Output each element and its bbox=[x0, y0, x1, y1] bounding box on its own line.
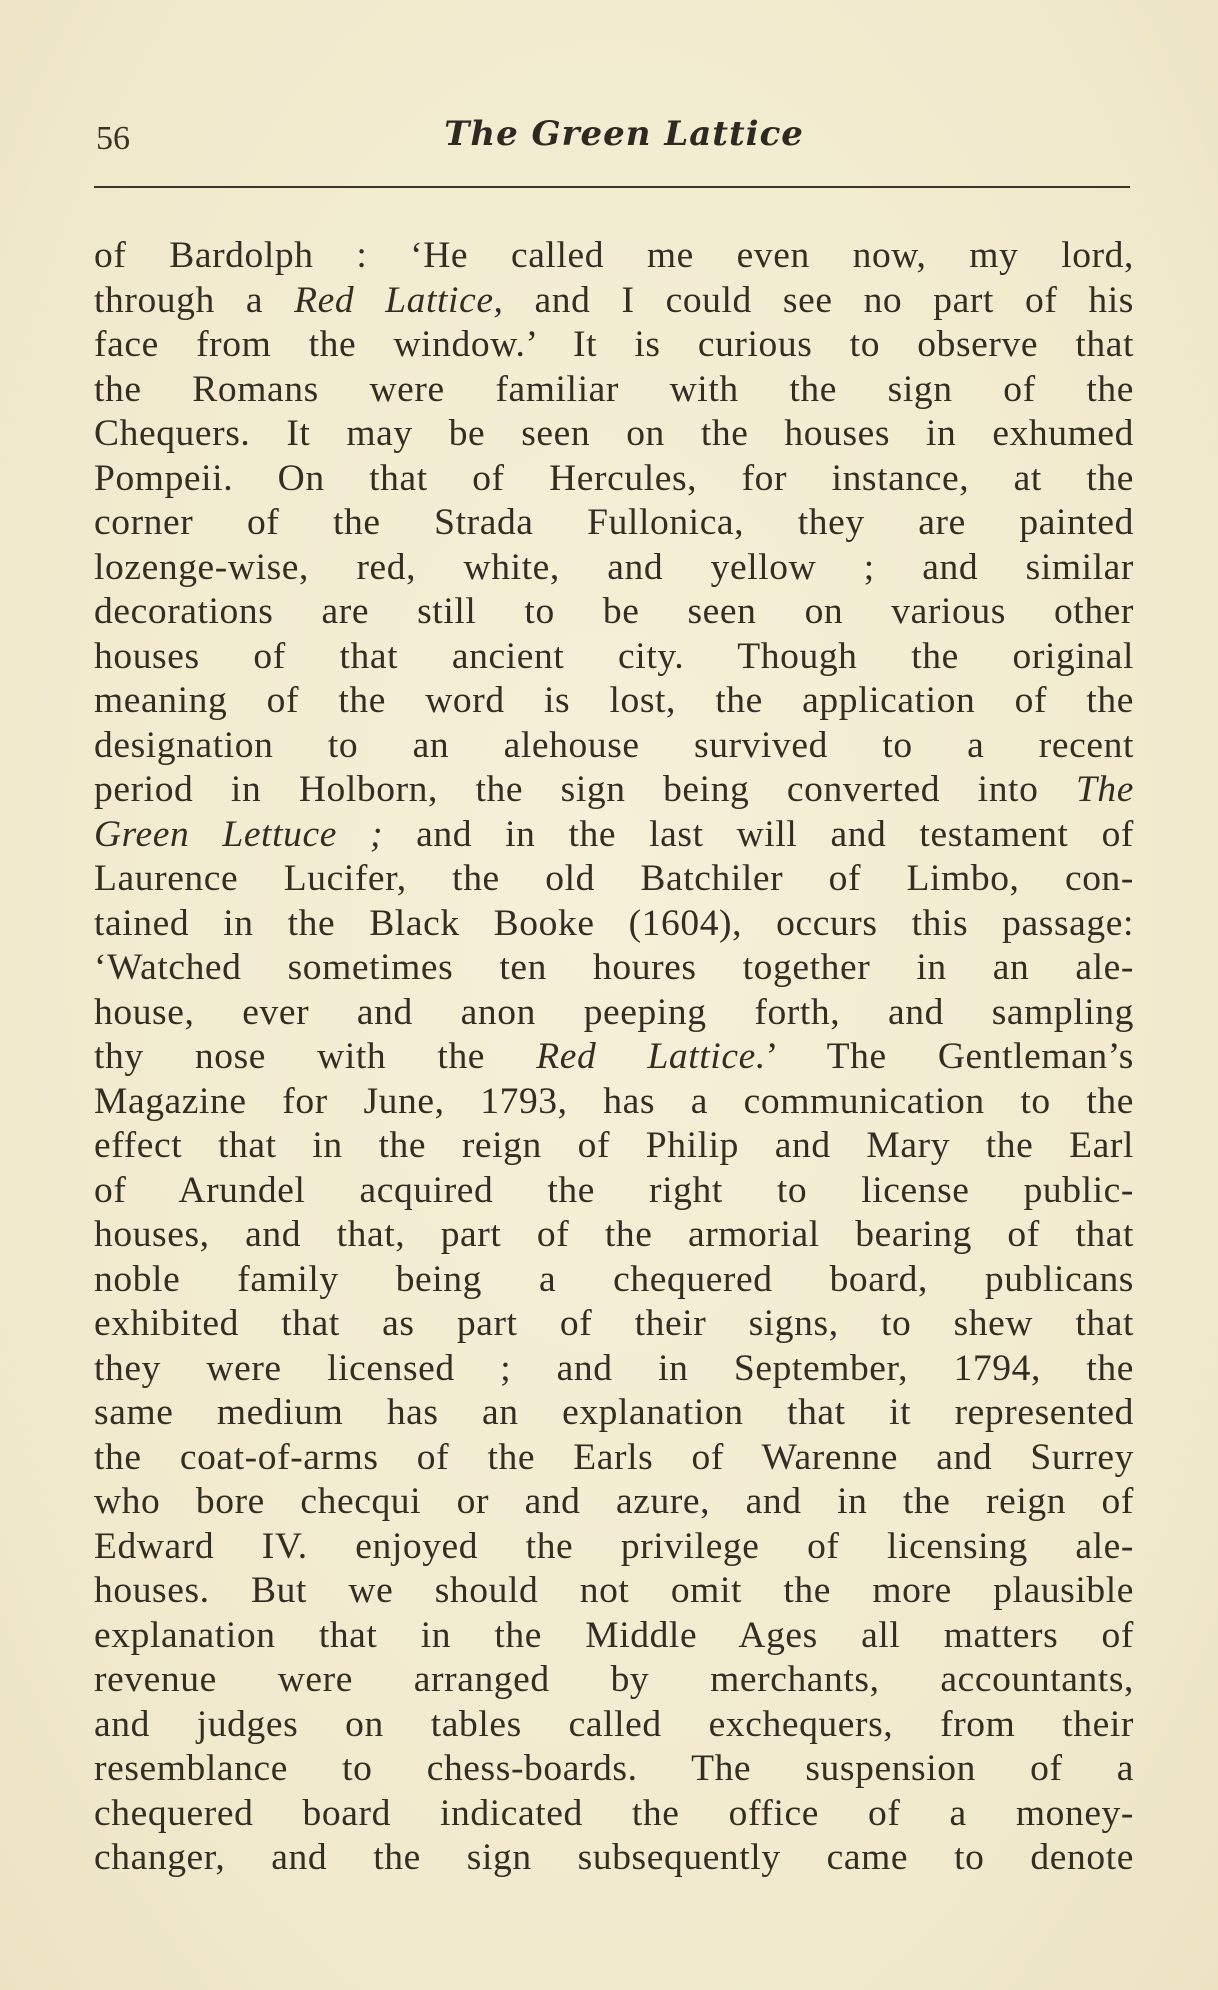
text-segment: Pompeii. On that of Hercules, for instance, at the bbox=[94, 457, 1134, 499]
text-segment: ’ The Gentleman’s bbox=[765, 1036, 1134, 1077]
text-segment: resemblance to chess-boards. The suspension of a bbox=[94, 1748, 1134, 1789]
text-segment: and judges on tables called exchequers, from their bbox=[94, 1703, 1134, 1745]
text-segment: of Arundel acquired the right to license public- bbox=[94, 1169, 1134, 1211]
text-line bbox=[94, 1658, 1134, 1703]
text-segment: Magazine for June, 1793, has a communication to the bbox=[94, 1080, 1134, 1122]
text-segment: and in the last will and testament of bbox=[383, 813, 1135, 855]
text-line bbox=[94, 1080, 1134, 1125]
text-line bbox=[94, 546, 1134, 591]
text-segment: the Romans were familiar with the sign of the bbox=[94, 368, 1134, 410]
text-segment: revenue were arranged by merchants, accountants, bbox=[94, 1659, 1134, 1700]
text-line bbox=[94, 991, 1134, 1036]
italic-segment: Red Lattice. bbox=[536, 1036, 766, 1077]
text-line bbox=[94, 768, 1134, 813]
text-line bbox=[94, 1525, 1134, 1570]
text-segment: noble family being a chequered board, publicans bbox=[94, 1258, 1134, 1300]
text-line bbox=[94, 813, 1134, 858]
text-segment: Chequers. It may be seen on the houses in exhumed bbox=[94, 413, 1134, 454]
text-line bbox=[94, 724, 1134, 769]
body-text bbox=[94, 234, 1134, 1881]
text-segment: who bore checqui or and azure, and in the reign of bbox=[94, 1481, 1134, 1522]
text-line bbox=[94, 679, 1134, 724]
text-line bbox=[94, 857, 1134, 902]
running-title: The Green Lattice bbox=[444, 114, 804, 154]
text-line bbox=[94, 1569, 1134, 1614]
text-line bbox=[94, 457, 1134, 502]
text-line bbox=[94, 1169, 1134, 1214]
text-segment: house, ever and anon peeping forth, and sampling bbox=[94, 991, 1134, 1033]
text-line bbox=[94, 1703, 1134, 1748]
text-line bbox=[94, 1347, 1134, 1392]
text-line bbox=[94, 1747, 1134, 1792]
text-segment: corner of the Strada Fullonica, they are painted bbox=[94, 502, 1134, 543]
text-line bbox=[94, 902, 1134, 947]
text-segment: the coat-of-arms of the Earls of Warenne and Surrey bbox=[94, 1436, 1134, 1478]
text-line bbox=[94, 1480, 1134, 1525]
text-line bbox=[94, 1836, 1134, 1881]
text-line bbox=[94, 234, 1134, 279]
italic-segment: Green Lettuce ; bbox=[94, 813, 384, 855]
text-segment: ‘Watched sometimes ten houres together in an ale- bbox=[94, 947, 1134, 988]
text-line bbox=[94, 279, 1134, 324]
text-segment: same medium has an explanation that it represented bbox=[94, 1392, 1134, 1433]
text-line bbox=[94, 1391, 1134, 1436]
text-segment: Edward IV. enjoyed the privilege of licensing ale- bbox=[94, 1525, 1134, 1567]
page-number: 56 bbox=[96, 120, 130, 157]
text-segment: effect that in the reign of Philip and Mary the Earl bbox=[94, 1125, 1134, 1166]
text-segment: houses. But we should not omit the more plausible bbox=[94, 1570, 1134, 1611]
text-line bbox=[94, 1302, 1134, 1347]
text-segment: Laurence Lucifer, the old Batchiler of Limbo, con- bbox=[94, 858, 1134, 899]
text-segment: houses, and that, part of the armorial bearing of that bbox=[94, 1214, 1134, 1255]
text-line bbox=[94, 501, 1134, 546]
text-segment: period in Holborn, the sign being converted into bbox=[94, 769, 1076, 810]
text-line bbox=[94, 1035, 1134, 1080]
text-segment: of Bardolph : ‘He called me even now, my lord, bbox=[94, 235, 1134, 276]
text-segment: lozenge-wise, red, white, and yellow ; and similar bbox=[94, 546, 1134, 588]
italic-segment: The bbox=[1075, 769, 1134, 810]
italic-segment: Red Lattice, bbox=[294, 279, 504, 321]
text-segment: meaning of the word is lost, the application of the bbox=[94, 680, 1134, 721]
text-segment: chequered board indicated the office of a money- bbox=[94, 1792, 1134, 1834]
text-line bbox=[94, 1213, 1134, 1258]
text-line bbox=[94, 635, 1134, 680]
text-segment: tained in the Black Booke (1604), occurs this passage: bbox=[94, 902, 1134, 944]
text-segment: decorations are still to be seen on various other bbox=[94, 591, 1134, 632]
text-line bbox=[94, 1792, 1134, 1837]
text-line bbox=[94, 1258, 1134, 1303]
text-line bbox=[94, 1614, 1134, 1659]
text-segment: explanation that in the Middle Ages all matters of bbox=[94, 1614, 1134, 1656]
text-segment: changer, and the sign subsequently came to denote bbox=[94, 1837, 1134, 1878]
text-line bbox=[94, 590, 1134, 635]
text-line bbox=[94, 1436, 1134, 1481]
text-line bbox=[94, 412, 1134, 457]
text-segment: designation to an alehouse survived to a recent bbox=[94, 724, 1134, 766]
text-segment: face from the window.’ It is curious to observe that bbox=[94, 324, 1134, 365]
text-segment: exhibited that as part of their signs, to shew that bbox=[94, 1303, 1134, 1344]
text-line bbox=[94, 323, 1134, 368]
text-line bbox=[94, 368, 1134, 413]
text-segment: houses of that ancient city. Though the original bbox=[94, 635, 1134, 677]
text-segment: through a bbox=[94, 279, 295, 321]
text-segment: they were licensed ; and in September, 1794, the bbox=[94, 1347, 1134, 1389]
text-line bbox=[94, 946, 1134, 991]
text-segment: and I could see no part of his bbox=[503, 279, 1134, 321]
header-rule bbox=[94, 186, 1130, 188]
text-line bbox=[94, 1124, 1134, 1169]
page-header bbox=[94, 112, 1130, 172]
text-segment: thy nose with the bbox=[94, 1036, 537, 1077]
